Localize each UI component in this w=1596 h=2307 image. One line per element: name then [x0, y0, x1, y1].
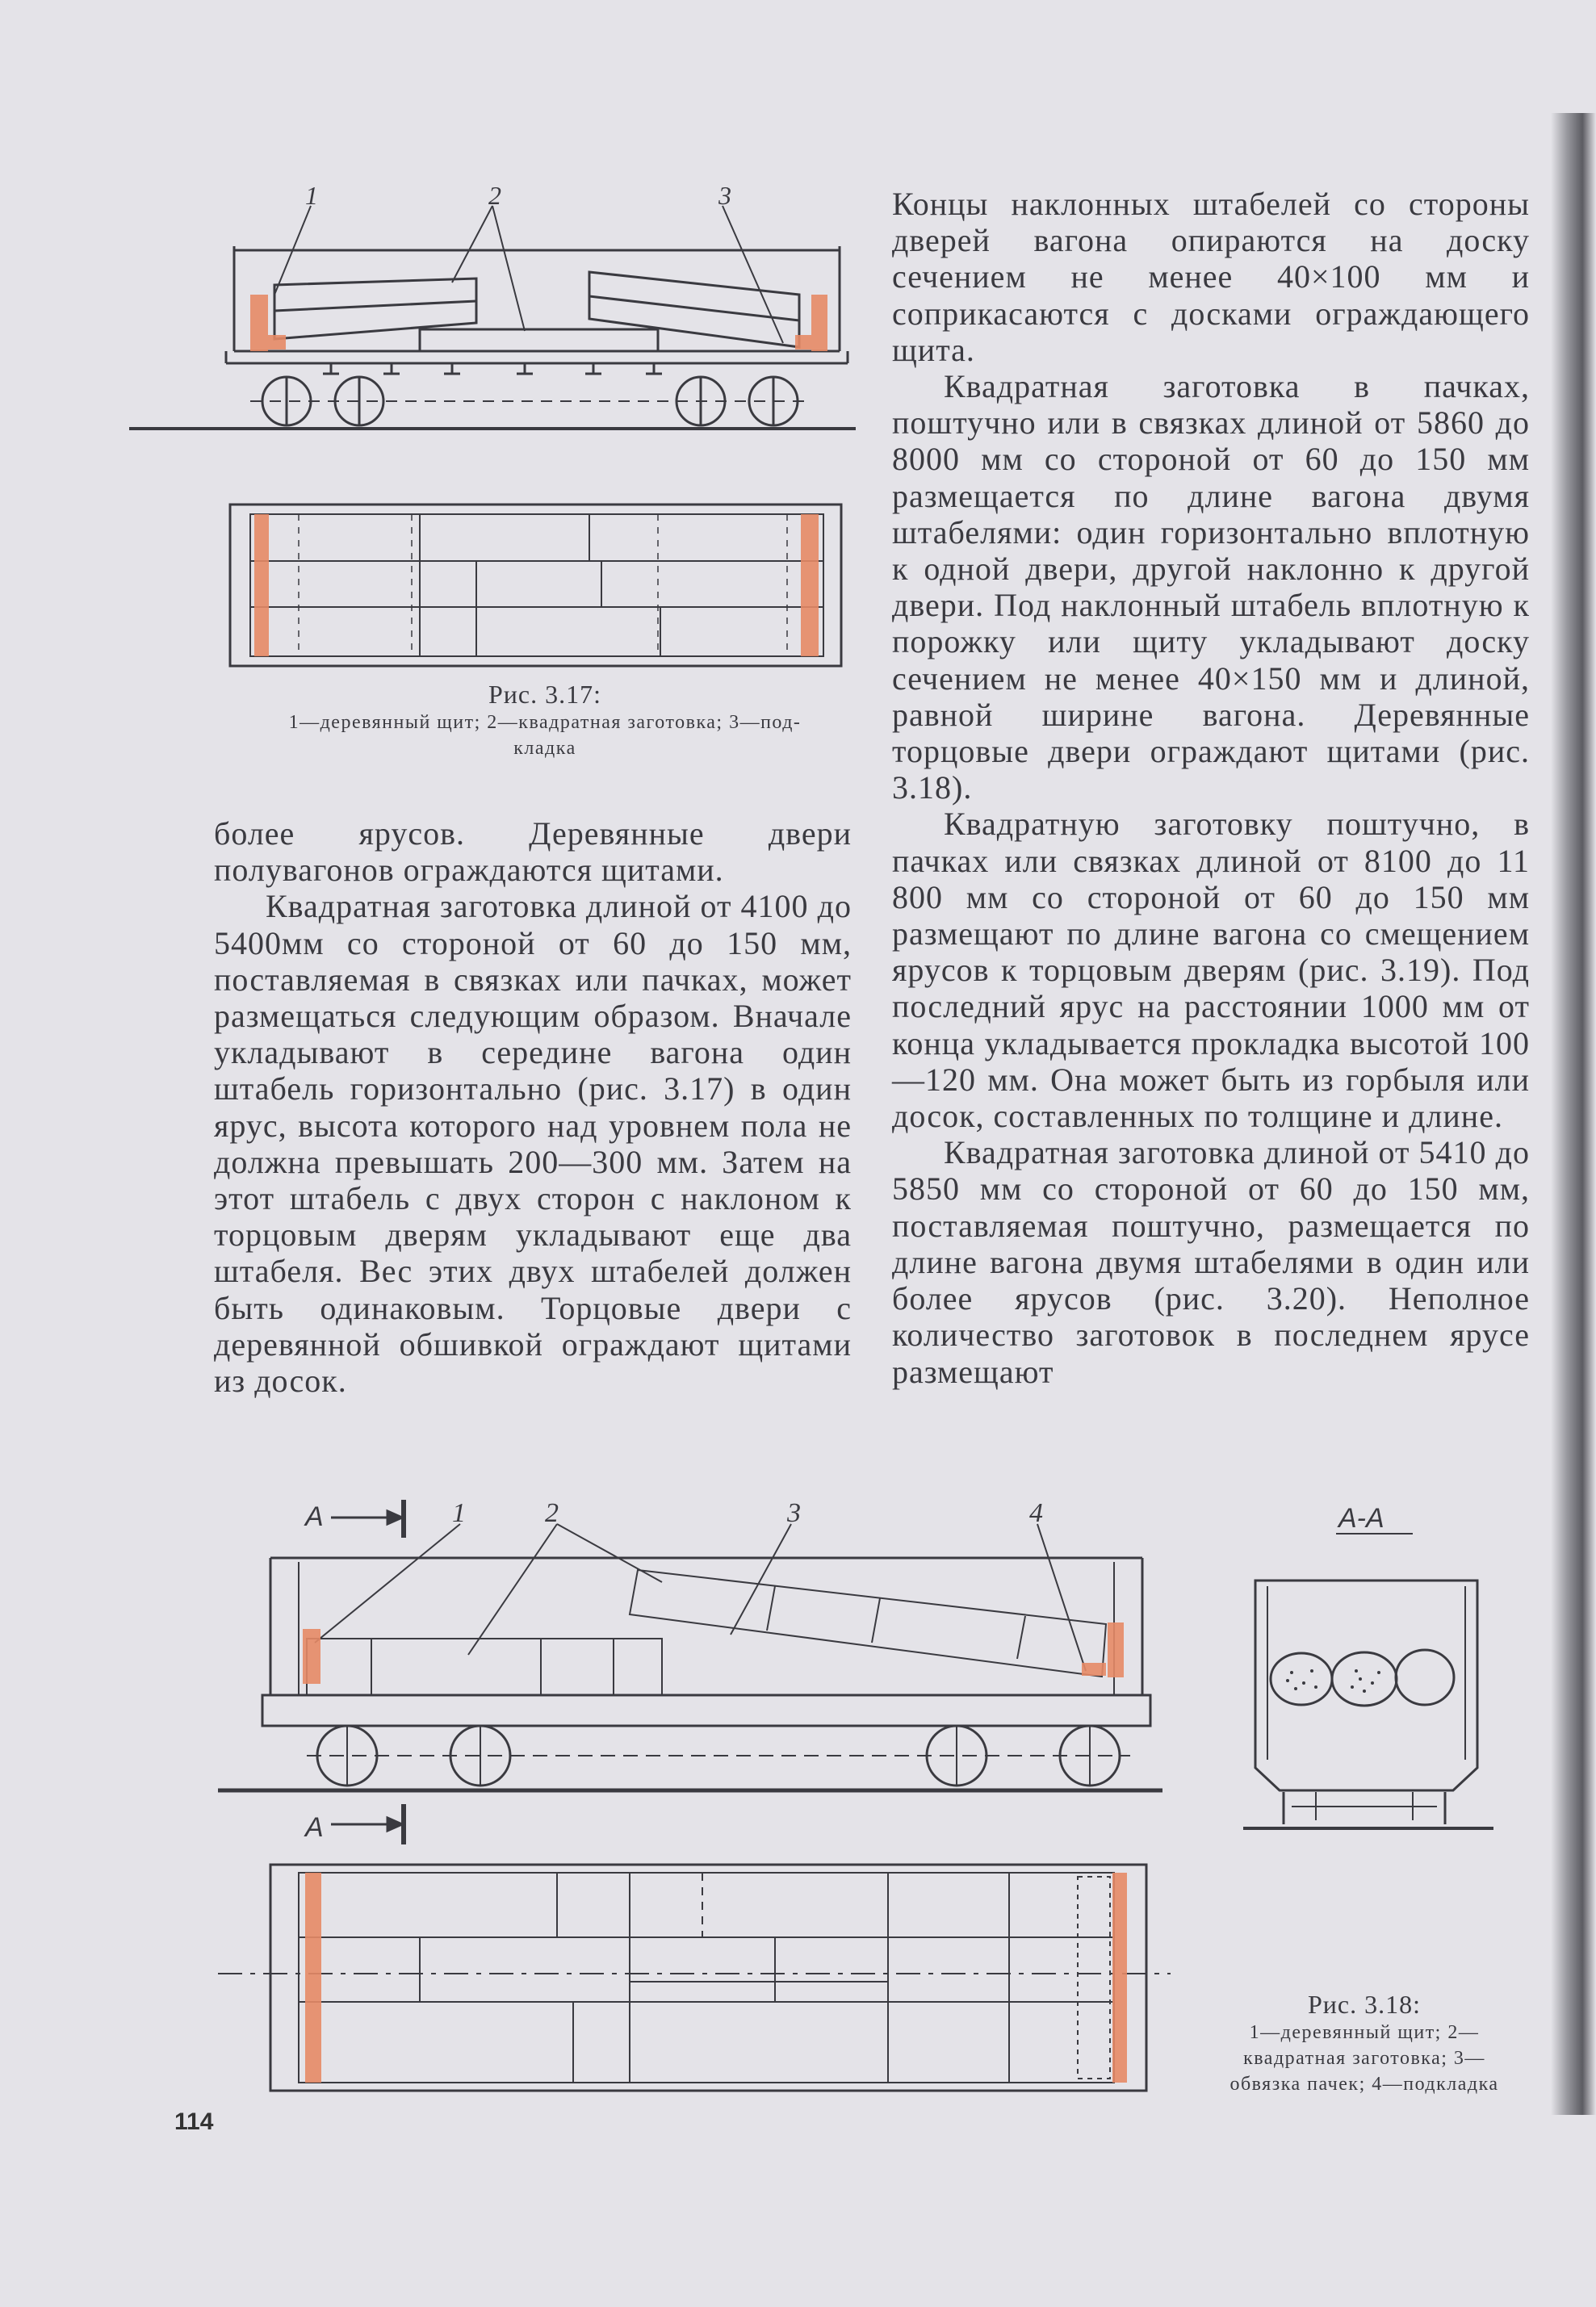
right-paragraph-4: Квадратная заготовка длиной от 5410 до 5850 мм со стороной от 60 до 150 мм, поставляемая поштучно, размещается по длине вагона двумя штабелями в один или более ярусов (рис. 3.20). Неполное количество заготовок в последнем ярусе размещают — [892, 1134, 1530, 1390]
figure-3-18-legend-line2: квадратная заготовка; 3— — [1243, 2048, 1485, 2069]
right-paragraph-2: Квадратная заготовка в пачках, поштучно или в связках длиной от 5860 до 8000 мм со стороной от 60 до 150 мм размещается по длине вагона двумя штабелями: один горизонтально вплотную к одной двери, другой наклонно к другой двери. Под наклонный штабель вплотную к порожку или щиту укладывают доску сечением не менее 40×150 мм и длиной, равной ширине вагона. Деревянные торцовые двери ограждают щитами (рис. 3.18). — [892, 368, 1530, 806]
right-text-column — [892, 186, 1530, 1390]
fig318-label-3: 3 — [787, 1498, 801, 1528]
figure-3-17-caption — [194, 680, 896, 761]
figure-3-18-legend-line1: 1—деревянный щит; 2— — [1249, 2022, 1480, 2043]
figure-3-18-title: Рис. 3.18: — [1307, 1990, 1421, 2019]
figure-3-17-drawing — [121, 182, 872, 682]
fig317-label-2: 2 — [488, 182, 501, 210]
left-paragraph-1: более ярусов. Деревянные двери полувагонов ограждаются щитами. — [214, 815, 852, 889]
figure-3-17-title: Рис. 3.17: — [488, 680, 601, 709]
figure-3-18-legend-line3: обвязка пачек; 4—подкладка — [1229, 2074, 1499, 2095]
fig318-label-4: 4 — [1029, 1498, 1043, 1528]
left-text-column — [214, 815, 852, 1399]
fig318-section-mark-top: A — [305, 1501, 324, 1532]
left-paragraph-2: Квадратная заготовка длиной от 4100 до 5400мм со стороной от 60 до 150 мм, поставляемая в связках или пачках, может размещаться следующим образом. Вначале укладывают в середине вагона один штабель горизонтально (рис. 3.17) в один ярус, высота которого над уровнем пола не должна превышать 200—300 мм. Затем на этот штабель с двух сторон с наклоном к торцовым дверям укладывают еще два штабеля. Вес этих двух штабелей должен быть одинаковым. Торцовые двери с деревянной обшивкой ограждают щитами из досок. — [214, 888, 852, 1400]
fig318-label-1: 1 — [452, 1498, 466, 1528]
right-paragraph-3: Квадратную заготовку поштучно, в пачках или связках длиной от 8100 до 11 800 мм со стороной от 60 до 150 мм размещают по длине вагона со смещением ярусов к торцовым дверям (рис. 3.19). Под последний ярус на расстоянии 1000 мм от конца укладывается прокладка высотой 100—120 мм. Она может быть из горбыля или досок, составленных по толщине и длине. — [892, 806, 1530, 1135]
figure-3-17 — [121, 182, 872, 682]
figure-3-17-legend-line1: 1—деревянный щит; 2—квадратная заготовка; 3—под- — [288, 712, 802, 733]
fig318-section-label: А-А — [1338, 1503, 1384, 1534]
figure-3-18-caption — [1187, 1990, 1542, 2097]
fig317-label-3: 3 — [718, 182, 731, 210]
figure-3-17-legend-line2: кладка — [513, 738, 576, 759]
page-number: 114 — [174, 2108, 214, 2135]
fig318-label-2: 2 — [545, 1498, 559, 1528]
fig318-section-mark-bottom: A — [305, 1812, 324, 1843]
right-paragraph-1: Концы наклонных штабелей со стороны дверей вагона опираются на доску сечением не менее 40×100 мм и соприкасаются с досками ограждающего щита. — [892, 186, 1530, 368]
fig317-label-1: 1 — [305, 182, 318, 210]
